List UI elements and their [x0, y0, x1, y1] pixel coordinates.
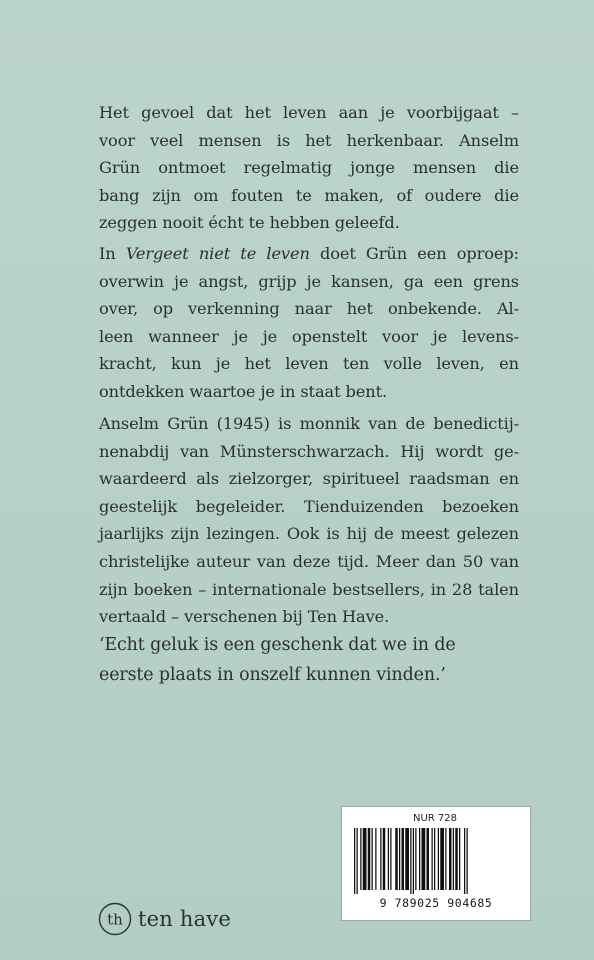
- text-fragment: doet Grün een oproep:: [309, 244, 519, 263]
- barcode-bar: [440, 828, 444, 890]
- text-line: zijn boeken – internationale bestsellers, in 28 talen: [99, 579, 519, 599]
- barcode-bar: [438, 828, 439, 890]
- barcode-bar: [405, 828, 409, 890]
- barcode-bar: [402, 828, 405, 890]
- text-line: christelijke auteur van deze tijd. Meer dan 50 van: [99, 551, 519, 571]
- text-line: voor veel mensen is het herkenbaar. Anselm: [99, 130, 519, 150]
- barcode-bar: [410, 828, 411, 894]
- intro-paragraph: [99, 99, 519, 237]
- nur-code: NUR 728: [412, 813, 457, 824]
- barcode-bar: [464, 828, 465, 894]
- barcode-bar: [432, 828, 433, 890]
- barcode-bars: [352, 828, 520, 894]
- quote-line: eerste plaats in onszelf kunnen vinden.’: [99, 664, 446, 685]
- barcode-bar: [399, 828, 400, 890]
- text-line: Anselm Grün (1945) is monnik van de benedictij-: [99, 414, 519, 433]
- barcode-bar: [368, 828, 371, 890]
- publisher-name: ten have: [138, 907, 232, 931]
- barcode-label: [341, 806, 531, 921]
- barcode-bar: [363, 828, 367, 890]
- barcode-bar: [422, 828, 426, 890]
- barcode-bar: [357, 828, 358, 894]
- text-line: waardeerd als zielzorger, spiritueel raadsman en: [99, 469, 519, 489]
- quote-line: ‘Echt geluk is een geschenk dat we in de: [99, 635, 456, 655]
- text-fragment: In: [99, 244, 126, 263]
- text-line: jaarlijks zijn lezingen. Ook is hij de meest gelezen: [99, 524, 519, 544]
- barcode-bar: [427, 828, 430, 890]
- barcode-bar: [434, 828, 435, 890]
- barcode-bar: [375, 828, 376, 890]
- barcode-bar: [455, 828, 458, 890]
- barcode-bar: [390, 828, 391, 890]
- text-line: nenabdij van Münsterschwarzach. Hij wordt ge-: [99, 441, 519, 461]
- text-line-with-title: [99, 240, 519, 268]
- call-paragraph: [99, 240, 519, 406]
- barcode-bar: [459, 828, 460, 890]
- text-line: bang zijn om fouten te maken, of oudere die: [99, 185, 519, 205]
- text-line: Grün ontmoet regelmatig jonge mensen die: [99, 158, 519, 178]
- text-line: geestelijk begeleider. Tienduizenden bezoeken: [99, 496, 519, 516]
- barcode-bar: [354, 828, 355, 894]
- barcode-bar: [360, 828, 361, 890]
- author-bio-paragraph: [99, 410, 519, 631]
- publisher-mark-text: th: [107, 910, 123, 929]
- barcode-bar: [413, 828, 414, 894]
- text-line: overwin je angst, grijp je kansen, ga een grens: [99, 271, 519, 291]
- barcode-bar: [372, 828, 373, 890]
- text-line: over, op verkenning naar het onbekende. Al-: [99, 299, 519, 319]
- barcode-bar: [467, 828, 468, 894]
- book-title: Vergeet niet te leven: [125, 244, 310, 263]
- barcode-bar: [388, 828, 389, 890]
- text-line: vertaald – verschenen bij Ten Have.: [99, 607, 390, 627]
- text-line: zeggen nooit écht te hebben geleefd.: [99, 213, 400, 233]
- barcode-bar: [453, 828, 454, 890]
- barcode-bar: [415, 828, 416, 890]
- text-line: leen wanneer je je openstelt voor je levens-: [99, 326, 519, 346]
- barcode-bar: [383, 828, 386, 890]
- text-line: kracht, kun je het leven ten volle leven, en: [99, 354, 519, 374]
- barcode-bar: [380, 828, 381, 890]
- barcode-bar: [419, 828, 420, 890]
- text-line: ontdekken waartoe je in staat bent.: [99, 381, 388, 401]
- quote: [99, 631, 539, 690]
- publisher-mark-icon: [98, 902, 132, 936]
- barcode-bar: [395, 828, 398, 890]
- text-line: Het gevoel dat het leven aan je voorbijgaat –: [99, 103, 519, 122]
- barcode-bar: [449, 828, 452, 890]
- publisher-logo: [98, 899, 231, 939]
- barcode-bar: [445, 828, 446, 890]
- isbn-number: 9 789025 904685: [379, 896, 493, 910]
